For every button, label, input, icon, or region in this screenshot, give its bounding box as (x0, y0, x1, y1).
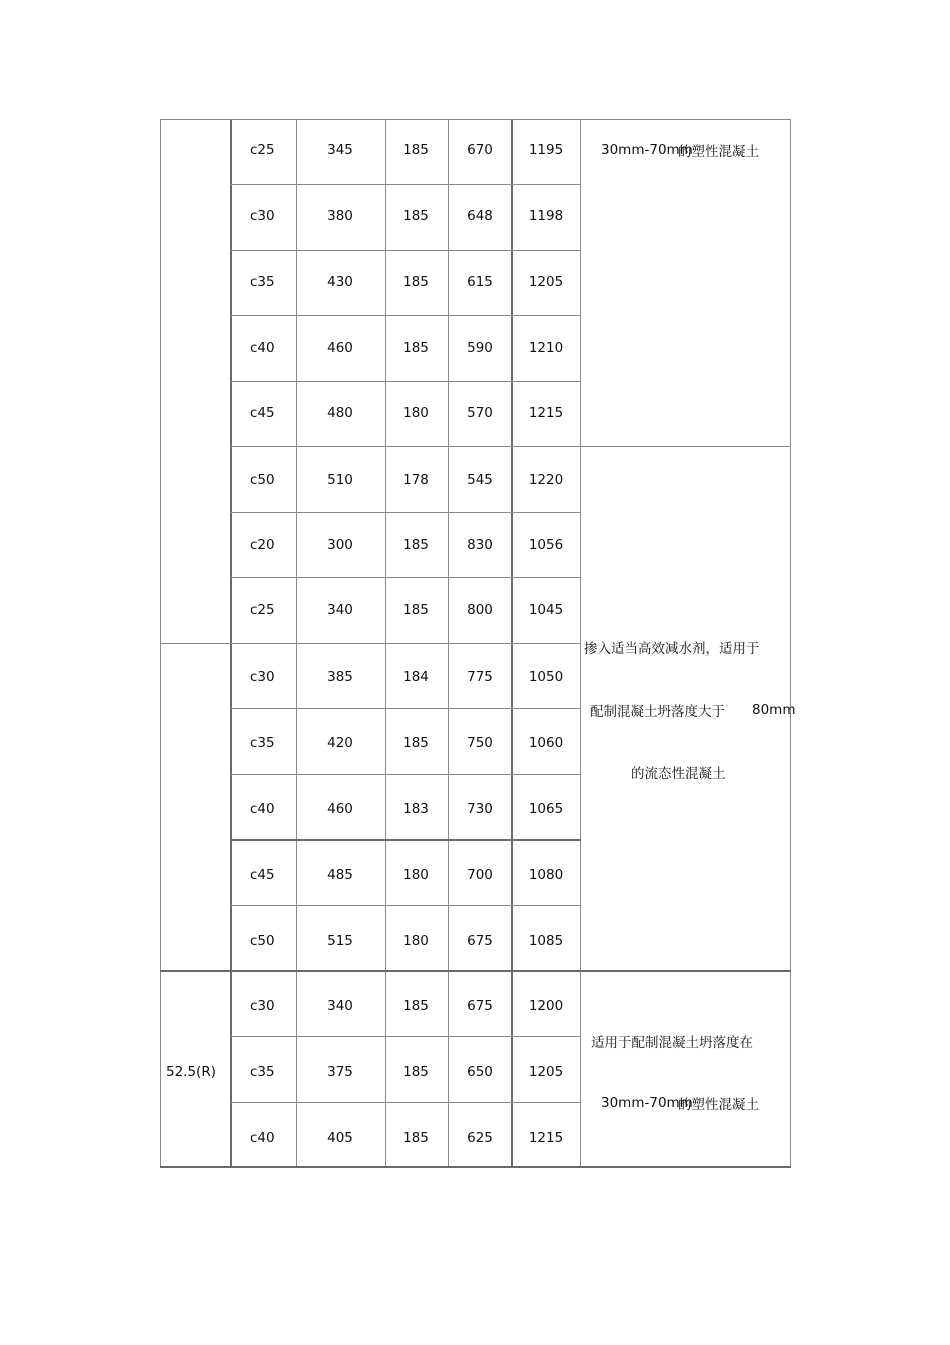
water-cell: 180 (403, 933, 429, 949)
note-group1-line1-b: 的塑性混凝土 (678, 144, 759, 160)
water-cell: 178 (403, 472, 429, 488)
row-line (160, 970, 791, 972)
grade-cell: c40 (250, 1130, 275, 1146)
row-line (230, 774, 581, 775)
sand-cell: 590 (467, 340, 493, 356)
sand-cell: 775 (467, 669, 493, 685)
stone-cell: 1056 (528, 537, 564, 553)
sand-cell: 648 (467, 208, 493, 224)
water-cell: 185 (403, 340, 429, 356)
note-group3-line2-a: 30mm-70mm (601, 1095, 693, 1111)
grade-cell: c40 (250, 340, 275, 356)
grade-cell: c25 (250, 602, 275, 618)
water-cell: 180 (403, 867, 429, 883)
stone-cell: 1045 (528, 602, 564, 618)
stone-cell: 1210 (528, 340, 564, 356)
cement-cell: 340 (327, 998, 353, 1014)
water-cell: 185 (403, 537, 429, 553)
note-group2-line2-a: 配制混凝土坍落度大于 (590, 704, 725, 720)
stone-cell: 1205 (528, 274, 564, 290)
stone-cell: 1050 (528, 669, 564, 685)
water-cell: 185 (403, 602, 429, 618)
cement-cell: 510 (327, 472, 353, 488)
water-cell: 185 (403, 208, 429, 224)
row-line (230, 250, 581, 251)
water-cell: 185 (403, 1064, 429, 1080)
row-line (230, 839, 581, 841)
row-line (160, 643, 581, 644)
row-line (160, 119, 791, 120)
cement-cell: 340 (327, 602, 353, 618)
cement-cell: 460 (327, 340, 353, 356)
row-line (230, 1102, 581, 1103)
grade-cell: c35 (250, 1064, 275, 1080)
grade-cell: c40 (250, 801, 275, 817)
stone-cell: 1065 (528, 801, 564, 817)
note-group3-line1: 适用于配制混凝土坍落度在 (591, 1035, 753, 1051)
stone-cell: 1085 (528, 933, 564, 949)
note-group3-line2-b: 的塑性混凝土 (678, 1097, 759, 1113)
grade-cell: c30 (250, 998, 275, 1014)
sand-cell: 675 (467, 933, 493, 949)
sand-cell: 800 (467, 602, 493, 618)
sand-cell: 730 (467, 801, 493, 817)
row-line (230, 512, 581, 513)
sand-cell: 650 (467, 1064, 493, 1080)
grade-cell: c25 (250, 142, 275, 158)
grade-cell: c50 (250, 933, 275, 949)
sand-cell: 670 (467, 142, 493, 158)
sand-cell: 570 (467, 405, 493, 421)
note-group2-line3: 的流态性混凝土 (631, 766, 726, 782)
note-group1-line1-a: 30mm-70mm (601, 142, 693, 158)
stone-cell: 1220 (528, 472, 564, 488)
sand-cell: 615 (467, 274, 493, 290)
row-line (230, 708, 581, 709)
cement-cell: 380 (327, 208, 353, 224)
water-cell: 185 (403, 735, 429, 751)
stone-cell: 1205 (528, 1064, 564, 1080)
row-line (230, 577, 581, 578)
stone-cell: 1215 (528, 405, 564, 421)
water-cell: 180 (403, 405, 429, 421)
grade-cell: c35 (250, 735, 275, 751)
grade-cell: c20 (250, 537, 275, 553)
sand-cell: 545 (467, 472, 493, 488)
stone-cell: 1198 (528, 208, 564, 224)
cement-strength-label: 52.5(R) (166, 1064, 216, 1080)
row-line (230, 315, 581, 316)
water-cell: 184 (403, 669, 429, 685)
water-cell: 185 (403, 142, 429, 158)
row-line (230, 184, 581, 185)
grade-cell: c45 (250, 405, 275, 421)
row-line (230, 446, 791, 447)
cement-cell: 405 (327, 1130, 353, 1146)
sand-cell: 750 (467, 735, 493, 751)
cement-cell: 385 (327, 669, 353, 685)
grade-cell: c45 (250, 867, 275, 883)
row-line (230, 381, 581, 382)
sand-cell: 700 (467, 867, 493, 883)
grade-cell: c50 (250, 472, 275, 488)
water-cell: 183 (403, 801, 429, 817)
cement-cell: 480 (327, 405, 353, 421)
cement-cell: 430 (327, 274, 353, 290)
cement-cell: 485 (327, 867, 353, 883)
water-cell: 185 (403, 1130, 429, 1146)
sand-cell: 625 (467, 1130, 493, 1146)
row-line (230, 1036, 581, 1037)
cement-cell: 345 (327, 142, 353, 158)
sand-cell: 675 (467, 998, 493, 1014)
stone-cell: 1080 (528, 867, 564, 883)
table-border-right (790, 119, 791, 1167)
grade-cell: c30 (250, 669, 275, 685)
grade-cell: c35 (250, 274, 275, 290)
cement-cell: 460 (327, 801, 353, 817)
water-cell: 185 (403, 274, 429, 290)
cement-cell: 300 (327, 537, 353, 553)
stone-cell: 1060 (528, 735, 564, 751)
cement-cell: 515 (327, 933, 353, 949)
stone-cell: 1215 (528, 1130, 564, 1146)
stone-cell: 1200 (528, 998, 564, 1014)
note-group2-line1: 掺入适当高效减水剂，适用于 (584, 641, 760, 657)
water-cell: 185 (403, 998, 429, 1014)
sand-cell: 830 (467, 537, 493, 553)
cement-cell: 375 (327, 1064, 353, 1080)
table-border-bottom (160, 1166, 791, 1168)
cement-cell: 420 (327, 735, 353, 751)
stone-cell: 1195 (528, 142, 564, 158)
grade-cell: c30 (250, 208, 275, 224)
note-group2-line2-b: 80mm (752, 702, 796, 718)
row-line (230, 905, 581, 906)
